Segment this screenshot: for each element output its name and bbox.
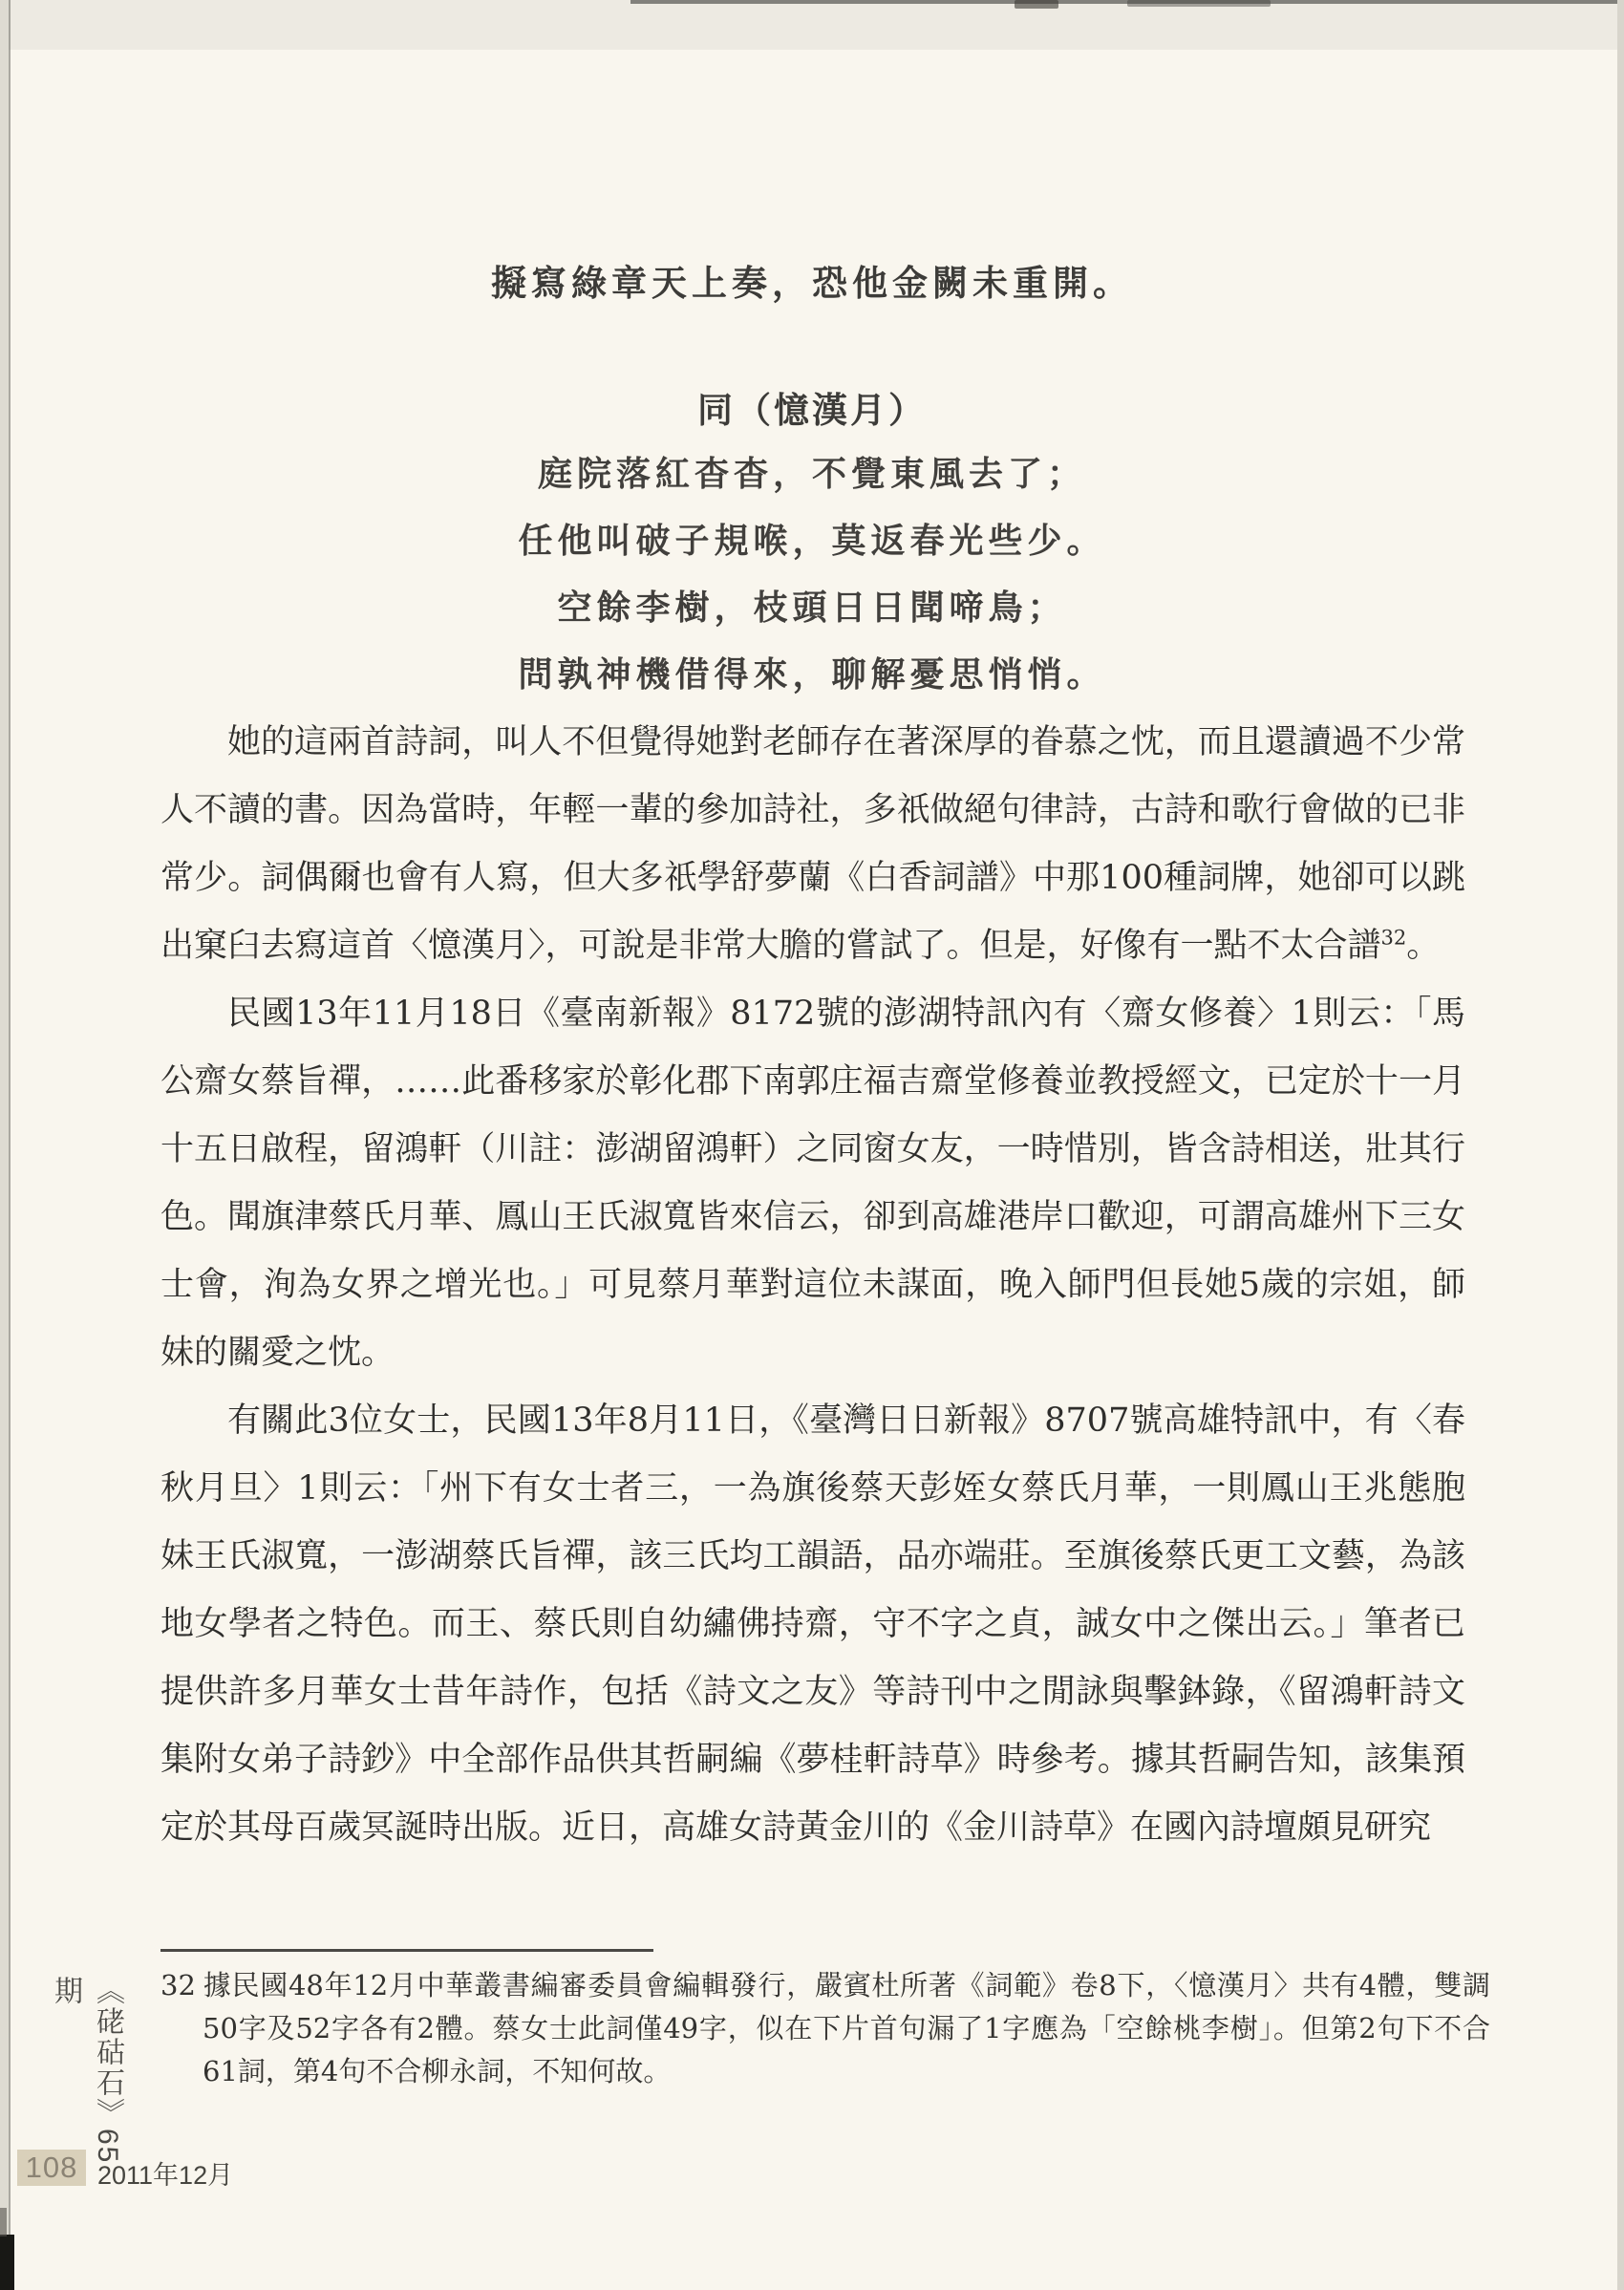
footnote-number: 32 (160, 1969, 196, 2001)
scan-top-band (0, 0, 1624, 50)
scan-left-edge-line (9, 0, 11, 2290)
journal-title-sidebar: 《硓𥑮石》65期 (50, 1976, 123, 2165)
issue-date: 2011年12月 (97, 2161, 234, 2190)
footnote-reference-32: 32 (1380, 926, 1407, 950)
paragraph-2: 民國13年11月18日《臺南新報》8172號的澎湖特訊內有〈齋女修養〉1則云：「馬公齋女蔡旨禪，……此番移家於彰化郡下南郭庄福吉齋堂修養並教授經文，已定於十一月十五日啟程，留鴻軒（川註：澎湖留鴻軒）之同窗女友，一時惜別，皆含詩相送，壯其行色。聞旗津蔡氏月華、鳳山王氏淑寬皆來信云，卻到高雄港岸口歡迎，可謂高雄州下三女士會，洵為女界之增光也。」可見蔡月華對這位未謀面，晚入師門但長她5歲的宗姐，師妹的關愛之忱。 (160, 995, 1465, 1372)
poem-subtitle: 同（憶漢月） (697, 389, 927, 431)
footnote-text: 據民國48年12月中華叢書編審委員會編輯發行，嚴賓杜所著《詞範》卷8下，〈憶漢月〉共有4體，雙調50字及52字各有2體。蔡女士此詞僅49字，似在下片首句漏了1字應為「空餘桃李樹」。但第2句下不合61詞，第4句不合柳永詞，不知何故。 (203, 1969, 1490, 2087)
scan-corner-mark (0, 2235, 14, 2290)
scan-smudge (1015, 0, 1058, 9)
poem-closing-couplet: 擬寫綠章天上奏，恐他金闕未重開。 (491, 262, 1133, 304)
paragraph-3: 有關此3位女士，民國13年8月11日，《臺灣日日新報》8707號高雄特訊中，有〈春秋月旦〉1則云：「州下有女士者三，一為旗後蔡天彭姪女蔡氏月華，一則鳳山王兆態胞妹王氏淑寬，一澎湖蔡氏旨禪，該三氏均工韻語，品亦端莊。至旗後蔡氏更工文藝，為該地女學者之特色。而王、蔡氏則自幼繡佛持齋，守不字之貞，誠女中之傑出云。」筆者已提供許多月華女士昔年詩作，包括《詩文之友》等詩刊中之閒詠與擊鉢錄，《留鴻軒詩文集附女弟子詩鈔》中全部作品供其哲嗣編《夢桂軒詩草》時參考。據其哲嗣告知，該集預定於其母百歲冥誕時出版。近日，高雄女詩黃金川的《金川詩草》在國內詩壇頗見研究 (160, 1402, 1465, 1847)
page-number: 108 (25, 2151, 78, 2184)
scan-left-margin (0, 0, 9, 2290)
scan-smudge (1127, 0, 1271, 7)
footnote-32 (160, 1964, 1490, 2093)
footnote-separator-rule (160, 1949, 653, 1952)
poem-line: 問孰神機借得來，聊解憂思悄悄。 (518, 654, 1106, 695)
poem-line: 庭院落紅杳杳，不覺東風去了； (537, 454, 1086, 494)
article-body (160, 709, 1465, 1862)
poem-line: 任他叫破子規喉，莫返春光些少。 (518, 521, 1106, 561)
scan-corner-mark (0, 2208, 7, 2236)
page-number-box (17, 2150, 86, 2186)
poem-line: 空餘李樹，枝頭日日聞啼鳥； (557, 588, 1067, 628)
scan-right-edge (1617, 0, 1624, 2290)
paragraph-1 (160, 709, 1465, 980)
paragraph-1-tail: 。 (1406, 927, 1441, 965)
paragraph-1-text: 她的這兩首詩詞，叫人不但覺得她對老師存在著深厚的眷慕之忱，而且還讀過不少常人不讀的書。因為當時，年輕一輩的參加詩社，多祇做絕句律詩，古詩和歌行會做的已非常少。詞偶爾也會有人寫，但大多祇學舒夢蘭《白香詞譜》中那100種詞牌，她卻可以跳出窠臼去寫這首〈憶漢月〉，可說是非常大膽的嘗試了。但是，好像有一點不太合譜 (160, 723, 1465, 965)
